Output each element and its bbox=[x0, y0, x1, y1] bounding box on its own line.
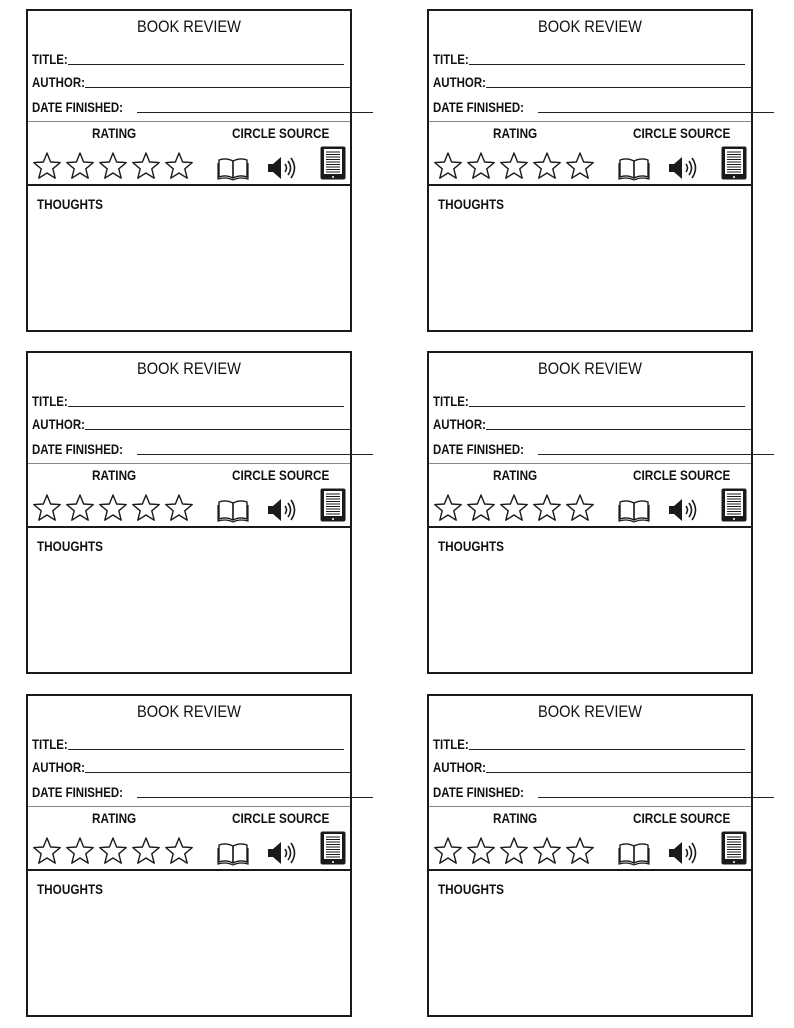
rating-label: RATING bbox=[92, 125, 137, 141]
star-outline-icon[interactable] bbox=[65, 151, 95, 181]
card-heading: BOOK REVIEW bbox=[537, 359, 642, 378]
title-field[interactable] bbox=[32, 393, 344, 409]
star-outline-icon[interactable] bbox=[466, 836, 496, 866]
author-line[interactable] bbox=[85, 419, 350, 430]
star-outline-icon[interactable] bbox=[499, 151, 529, 181]
thoughts-divider bbox=[28, 526, 350, 528]
star-outline-icon[interactable] bbox=[164, 493, 194, 523]
thoughts-divider bbox=[429, 526, 751, 528]
circle-source-label: CIRCLE SOURCE bbox=[633, 125, 731, 141]
author-label: AUTHOR: bbox=[433, 759, 486, 775]
title-field[interactable] bbox=[32, 51, 344, 67]
open-book-icon[interactable] bbox=[618, 157, 650, 181]
date-finished-label: DATE FINISHED: bbox=[32, 441, 123, 457]
title-line[interactable] bbox=[469, 54, 745, 65]
date-finished-field[interactable] bbox=[433, 784, 774, 800]
date-finished-field[interactable] bbox=[32, 441, 373, 457]
star-outline-icon[interactable] bbox=[532, 836, 562, 866]
open-book-icon[interactable] bbox=[217, 499, 249, 523]
author-label: AUTHOR: bbox=[433, 74, 486, 90]
star-outline-icon[interactable] bbox=[131, 151, 161, 181]
speaker-icon[interactable] bbox=[266, 496, 300, 524]
title-line[interactable] bbox=[469, 396, 745, 407]
thoughts-divider bbox=[429, 869, 751, 871]
title-line[interactable] bbox=[68, 54, 344, 65]
book-review-card bbox=[26, 694, 352, 1017]
title-line[interactable] bbox=[68, 739, 344, 750]
date-finished-field[interactable] bbox=[32, 784, 373, 800]
title-label: TITLE: bbox=[32, 736, 68, 752]
star-outline-icon[interactable] bbox=[131, 836, 161, 866]
circle-source-label: CIRCLE SOURCE bbox=[232, 125, 330, 141]
book-review-card bbox=[26, 351, 352, 674]
star-outline-icon[interactable] bbox=[164, 836, 194, 866]
circle-source-label: CIRCLE SOURCE bbox=[633, 467, 731, 483]
ereader-icon[interactable] bbox=[720, 145, 748, 181]
date-finished-field[interactable] bbox=[32, 99, 373, 115]
field-separator bbox=[429, 806, 751, 807]
thoughts-label: THOUGHTS bbox=[37, 538, 103, 554]
thoughts-label: THOUGHTS bbox=[37, 196, 103, 212]
date-finished-line[interactable] bbox=[137, 444, 373, 455]
ereader-icon[interactable] bbox=[319, 830, 347, 866]
star-outline-icon[interactable] bbox=[466, 493, 496, 523]
rating-stars[interactable] bbox=[433, 836, 595, 868]
author-field[interactable] bbox=[32, 74, 350, 90]
title-field[interactable] bbox=[433, 736, 745, 752]
title-field[interactable] bbox=[433, 51, 745, 67]
book-review-card bbox=[427, 694, 753, 1017]
card-heading: BOOK REVIEW bbox=[136, 17, 241, 36]
circle-source-label: CIRCLE SOURCE bbox=[633, 810, 731, 826]
date-finished-line[interactable] bbox=[538, 444, 774, 455]
rating-label: RATING bbox=[92, 810, 137, 826]
star-outline-icon[interactable] bbox=[499, 493, 529, 523]
author-label: AUTHOR: bbox=[32, 416, 85, 432]
rating-stars[interactable] bbox=[32, 151, 194, 183]
star-outline-icon[interactable] bbox=[65, 493, 95, 523]
author-field[interactable] bbox=[32, 416, 350, 432]
card-heading: BOOK REVIEW bbox=[537, 17, 642, 36]
thoughts-label: THOUGHTS bbox=[37, 881, 103, 897]
author-label: AUTHOR: bbox=[32, 759, 85, 775]
author-line[interactable] bbox=[486, 762, 751, 773]
date-finished-label: DATE FINISHED: bbox=[32, 99, 123, 115]
title-label: TITLE: bbox=[32, 393, 68, 409]
author-line[interactable] bbox=[486, 77, 751, 88]
star-outline-icon[interactable] bbox=[65, 836, 95, 866]
title-line[interactable] bbox=[469, 739, 745, 750]
date-finished-label: DATE FINISHED: bbox=[32, 784, 123, 800]
thoughts-divider bbox=[28, 184, 350, 186]
author-label: AUTHOR: bbox=[32, 74, 85, 90]
star-outline-icon[interactable] bbox=[164, 151, 194, 181]
star-outline-icon[interactable] bbox=[32, 493, 62, 523]
author-label: AUTHOR: bbox=[433, 416, 486, 432]
date-finished-label: DATE FINISHED: bbox=[433, 784, 524, 800]
star-outline-icon[interactable] bbox=[499, 836, 529, 866]
card-heading: BOOK REVIEW bbox=[136, 702, 241, 721]
star-outline-icon[interactable] bbox=[32, 836, 62, 866]
author-field[interactable] bbox=[433, 74, 751, 90]
rating-stars[interactable] bbox=[433, 493, 595, 525]
star-outline-icon[interactable] bbox=[433, 836, 463, 866]
speaker-icon[interactable] bbox=[667, 496, 701, 524]
star-outline-icon[interactable] bbox=[433, 151, 463, 181]
book-review-card bbox=[427, 9, 753, 332]
card-heading: BOOK REVIEW bbox=[136, 359, 241, 378]
card-heading: BOOK REVIEW bbox=[537, 702, 642, 721]
open-book-icon[interactable] bbox=[217, 157, 249, 181]
title-label: TITLE: bbox=[433, 736, 469, 752]
author-line[interactable] bbox=[486, 419, 751, 430]
title-label: TITLE: bbox=[433, 51, 469, 67]
rating-stars[interactable] bbox=[433, 151, 595, 183]
ereader-icon[interactable] bbox=[319, 145, 347, 181]
ereader-icon[interactable] bbox=[720, 830, 748, 866]
field-separator bbox=[429, 121, 751, 122]
open-book-icon[interactable] bbox=[618, 499, 650, 523]
star-outline-icon[interactable] bbox=[532, 493, 562, 523]
thoughts-label: THOUGHTS bbox=[438, 196, 504, 212]
date-finished-field[interactable] bbox=[433, 99, 774, 115]
book-review-card bbox=[427, 351, 753, 674]
title-field[interactable] bbox=[433, 393, 745, 409]
rating-stars[interactable] bbox=[32, 836, 194, 868]
speaker-icon[interactable] bbox=[667, 154, 701, 182]
speaker-icon[interactable] bbox=[667, 839, 701, 867]
author-line[interactable] bbox=[85, 762, 350, 773]
circle-source-label: CIRCLE SOURCE bbox=[232, 810, 330, 826]
rating-label: RATING bbox=[493, 810, 538, 826]
star-outline-icon[interactable] bbox=[466, 151, 496, 181]
thoughts-label: THOUGHTS bbox=[438, 538, 504, 554]
author-field[interactable] bbox=[32, 759, 350, 775]
ereader-icon[interactable] bbox=[720, 487, 748, 523]
rating-label: RATING bbox=[493, 125, 538, 141]
open-book-icon[interactable] bbox=[618, 842, 650, 866]
author-line[interactable] bbox=[85, 77, 350, 88]
star-outline-icon[interactable] bbox=[98, 151, 128, 181]
title-field[interactable] bbox=[32, 736, 344, 752]
star-outline-icon[interactable] bbox=[433, 493, 463, 523]
date-finished-line[interactable] bbox=[538, 787, 774, 798]
date-finished-field[interactable] bbox=[433, 441, 774, 457]
star-outline-icon[interactable] bbox=[565, 836, 595, 866]
star-outline-icon[interactable] bbox=[565, 151, 595, 181]
rating-stars[interactable] bbox=[32, 493, 194, 525]
author-field[interactable] bbox=[433, 416, 751, 432]
field-separator bbox=[429, 463, 751, 464]
speaker-icon[interactable] bbox=[266, 154, 300, 182]
date-finished-label: DATE FINISHED: bbox=[433, 441, 524, 457]
circle-source-label: CIRCLE SOURCE bbox=[232, 467, 330, 483]
field-separator bbox=[28, 463, 350, 464]
thoughts-label: THOUGHTS bbox=[438, 881, 504, 897]
speaker-icon[interactable] bbox=[266, 839, 300, 867]
rating-label: RATING bbox=[92, 467, 137, 483]
star-outline-icon[interactable] bbox=[98, 836, 128, 866]
book-review-card bbox=[26, 9, 352, 332]
star-outline-icon[interactable] bbox=[565, 493, 595, 523]
rating-label: RATING bbox=[493, 467, 538, 483]
date-finished-label: DATE FINISHED: bbox=[433, 99, 524, 115]
title-line[interactable] bbox=[68, 396, 344, 407]
title-label: TITLE: bbox=[433, 393, 469, 409]
ereader-icon[interactable] bbox=[319, 487, 347, 523]
star-outline-icon[interactable] bbox=[98, 493, 128, 523]
date-finished-line[interactable] bbox=[137, 787, 373, 798]
open-book-icon[interactable] bbox=[217, 842, 249, 866]
field-separator bbox=[28, 806, 350, 807]
star-outline-icon[interactable] bbox=[32, 151, 62, 181]
date-finished-line[interactable] bbox=[538, 102, 774, 113]
thoughts-divider bbox=[28, 869, 350, 871]
star-outline-icon[interactable] bbox=[532, 151, 562, 181]
author-field[interactable] bbox=[433, 759, 751, 775]
field-separator bbox=[28, 121, 350, 122]
date-finished-line[interactable] bbox=[137, 102, 373, 113]
title-label: TITLE: bbox=[32, 51, 68, 67]
star-outline-icon[interactable] bbox=[131, 493, 161, 523]
thoughts-divider bbox=[429, 184, 751, 186]
